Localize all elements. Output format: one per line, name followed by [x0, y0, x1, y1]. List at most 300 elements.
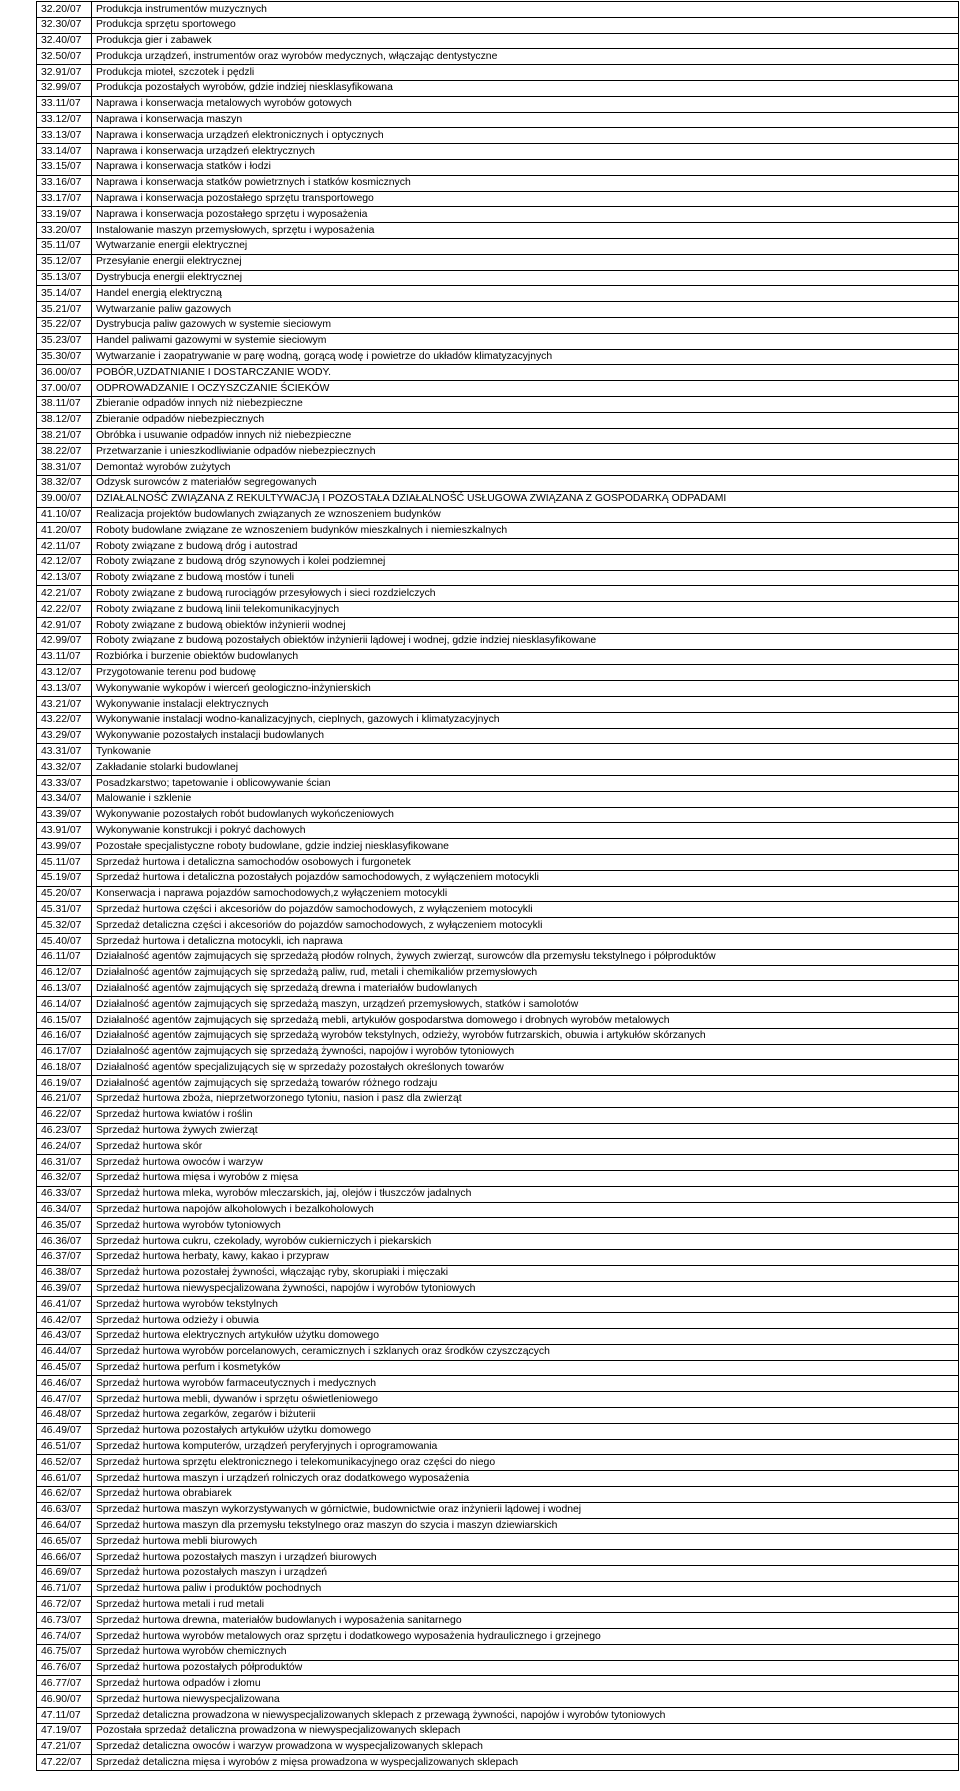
table-row — [37, 159, 959, 175]
table-row — [37, 649, 959, 665]
activity-code-cell: 38.21/07 — [37, 428, 92, 444]
activity-description-cell: Sprzedaż hurtowa maszyn wykorzystywanych w górnictwie, budownictwie oraz inżynierii lądowej i wodnej — [92, 1502, 959, 1518]
activity-description-cell: Sprzedaż hurtowa odzieży i obuwia — [92, 1313, 959, 1329]
activity-description-cell: Sprzedaż hurtowa wyrobów farmaceutycznych i medycznych — [92, 1376, 959, 1392]
table-row — [37, 665, 959, 681]
activity-code-cell: 35.30/07 — [37, 349, 92, 365]
activity-code-cell: 45.20/07 — [37, 886, 92, 902]
table-row — [37, 1565, 959, 1581]
table-row — [37, 65, 959, 81]
activity-description-cell: Produkcja gier i zabawek — [92, 33, 959, 49]
table-row — [37, 839, 959, 855]
table-row — [37, 539, 959, 555]
activity-code-cell: 47.21/07 — [37, 1739, 92, 1755]
activity-code-cell: 46.61/07 — [37, 1471, 92, 1487]
activity-description-cell: Naprawa i konserwacja statków powietrznych i statków kosmicznych — [92, 175, 959, 191]
activity-code-cell: 33.13/07 — [37, 128, 92, 144]
table-row — [37, 2, 959, 18]
table-row — [37, 554, 959, 570]
activity-code-cell: 38.22/07 — [37, 444, 92, 460]
table-row — [37, 1392, 959, 1408]
activity-description-cell: Wykonywanie wykopów i wierceń geologiczno-inżynierskich — [92, 681, 959, 697]
activity-description-cell: Wykonywanie instalacji wodno-kanalizacyjnych, cieplnych, gazowych i klimatyzacyjnych — [92, 712, 959, 728]
table-row — [37, 207, 959, 223]
table-row — [37, 760, 959, 776]
activity-code-cell: 46.34/07 — [37, 1202, 92, 1218]
table-row — [37, 1629, 959, 1645]
activity-code-cell: 35.21/07 — [37, 302, 92, 318]
table-row — [37, 570, 959, 586]
table-row — [37, 191, 959, 207]
activity-description-cell: Sprzedaż hurtowa sprzętu elektronicznego i telekomunikacyjnego oraz części do niego — [92, 1455, 959, 1471]
table-row — [37, 1423, 959, 1439]
table-row — [37, 33, 959, 49]
activity-code-cell: 46.77/07 — [37, 1676, 92, 1692]
activity-code-cell: 43.39/07 — [37, 807, 92, 823]
table-row — [37, 523, 959, 539]
table-row — [37, 633, 959, 649]
activity-description-cell: Roboty związane z budową rurociągów przesyłowych i sieci rozdzielczych — [92, 586, 959, 602]
activity-code-cell: 43.34/07 — [37, 791, 92, 807]
activity-description-cell: Sprzedaż hurtowa herbaty, kawy, kakao i przypraw — [92, 1249, 959, 1265]
activity-code-cell: 32.30/07 — [37, 17, 92, 33]
activity-code-cell: 46.39/07 — [37, 1281, 92, 1297]
activity-code-cell: 45.40/07 — [37, 934, 92, 950]
activity-description-cell: Sprzedaż detaliczna prowadzona w niewyspecjalizowanych sklepach z przewagą żywności, napojów i wyrobów tytoniowych — [92, 1708, 959, 1724]
activity-description-cell: DZIAŁALNOŚĆ ZWIĄZANA Z REKULTYWACJĄ I POZOSTAŁA DZIAŁALNOŚĆ USŁUGOWA ZWIĄZANA Z GOSPODARKĄ ODPADAMI — [92, 491, 959, 507]
activity-code-cell: 46.43/07 — [37, 1328, 92, 1344]
activity-description-cell: Posadzkarstwo; tapetowanie i oblicowywanie ścian — [92, 776, 959, 792]
activity-code-cell: 46.74/07 — [37, 1629, 92, 1645]
activity-description-cell: Działalność agentów zajmujących się sprzedażą mebli, artykułów gospodarstwa domowego i drobnych wyrobów metalowych — [92, 1013, 959, 1029]
activity-description-cell: Działalność agentów zajmujących się sprzedażą żywności, napojów i wyrobów tytoniowych — [92, 1044, 959, 1060]
table-row — [37, 902, 959, 918]
activity-code-cell: 42.99/07 — [37, 633, 92, 649]
table-row — [37, 1013, 959, 1029]
activity-description-cell: Sprzedaż hurtowa i detaliczna pozostałych pojazdów samochodowych, z wyłączeniem motocykli — [92, 870, 959, 886]
activity-description-cell: Naprawa i konserwacja statków i łodzi — [92, 159, 959, 175]
activity-description-cell: Sprzedaż hurtowa mleka, wyrobów mleczarskich, jaj, olejów i tłuszczów jadalnych — [92, 1186, 959, 1202]
activity-code-cell: 46.37/07 — [37, 1249, 92, 1265]
table-row — [37, 49, 959, 65]
activity-code-cell: 46.69/07 — [37, 1565, 92, 1581]
table-row — [37, 712, 959, 728]
activity-code-cell: 38.11/07 — [37, 396, 92, 412]
activity-code-cell: 35.13/07 — [37, 270, 92, 286]
activity-code-cell: 38.12/07 — [37, 412, 92, 428]
table-row — [37, 128, 959, 144]
table-row — [37, 412, 959, 428]
table-row — [37, 254, 959, 270]
table-row — [37, 1723, 959, 1739]
activity-description-cell: Działalność agentów zajmujących się sprzedażą wyrobów tekstylnych, odzieży, wyrobów futrzarskich, obuwia i artykułów skórzanych — [92, 1028, 959, 1044]
activity-description-cell: Roboty związane z budową dróg i autostrad — [92, 539, 959, 555]
table-row — [37, 144, 959, 160]
activity-description-cell: Sprzedaż hurtowa mięsa i wyrobów z mięsa — [92, 1170, 959, 1186]
activity-code-cell: 46.41/07 — [37, 1297, 92, 1313]
activity-description-cell: Dystrybucja energii elektrycznej — [92, 270, 959, 286]
table-row — [37, 1486, 959, 1502]
table-row — [37, 349, 959, 365]
activity-description-cell: Sprzedaż hurtowa pozostałych maszyn i urządzeń — [92, 1565, 959, 1581]
table-body — [37, 2, 959, 1771]
activity-description-cell: Konserwacja i naprawa pojazdów samochodowych,z wyłączeniem motocykli — [92, 886, 959, 902]
activity-code-cell: 46.31/07 — [37, 1155, 92, 1171]
table-row — [37, 997, 959, 1013]
activity-code-cell: 35.14/07 — [37, 286, 92, 302]
activity-code-cell: 45.32/07 — [37, 918, 92, 934]
table-row — [37, 965, 959, 981]
activity-code-cell: 46.42/07 — [37, 1313, 92, 1329]
activity-description-cell: Roboty związane z budową mostów i tuneli — [92, 570, 959, 586]
activity-description-cell: Zakładanie stolarki budowlanej — [92, 760, 959, 776]
table-row — [37, 1708, 959, 1724]
table-row — [37, 728, 959, 744]
activity-code-cell: 46.52/07 — [37, 1455, 92, 1471]
activity-code-cell: 32.40/07 — [37, 33, 92, 49]
table-row — [37, 1155, 959, 1171]
activity-description-cell: Roboty związane z budową dróg szynowych i kolei podziemnej — [92, 554, 959, 570]
activity-code-cell: 43.13/07 — [37, 681, 92, 697]
activity-description-cell: ODPROWADZANIE I OCZYSZCZANIE ŚCIEKÓW — [92, 381, 959, 397]
activity-description-cell: Sprzedaż hurtowa obrabiarek — [92, 1486, 959, 1502]
table-row — [37, 1597, 959, 1613]
activity-description-cell: Wykonywanie instalacji elektrycznych — [92, 697, 959, 713]
activity-code-cell: 46.14/07 — [37, 997, 92, 1013]
activity-code-cell: 46.36/07 — [37, 1234, 92, 1250]
table-row — [37, 681, 959, 697]
activity-description-cell: Naprawa i konserwacja urządzeń elektrycznych — [92, 144, 959, 160]
activity-description-cell: Produkcja sprzętu sportowego — [92, 17, 959, 33]
activity-description-cell: Działalność agentów zajmujących się sprzedażą drewna i materiałów budowlanych — [92, 981, 959, 997]
activity-description-cell: Sprzedaż detaliczna owoców i warzyw prowadzona w wyspecjalizowanych sklepach — [92, 1739, 959, 1755]
table-row — [37, 381, 959, 397]
activity-description-cell: Malowanie i szklenie — [92, 791, 959, 807]
activity-code-cell: 46.48/07 — [37, 1407, 92, 1423]
activity-code-cell: 46.63/07 — [37, 1502, 92, 1518]
activity-code-table — [36, 1, 959, 1771]
activity-description-cell: Sprzedaż hurtowa komputerów, urządzeń peryferyjnych i oprogramowania — [92, 1439, 959, 1455]
activity-code-cell: 33.17/07 — [37, 191, 92, 207]
activity-description-cell: Wykonywanie pozostałych instalacji budowlanych — [92, 728, 959, 744]
activity-code-cell: 43.21/07 — [37, 697, 92, 713]
activity-code-cell: 33.12/07 — [37, 112, 92, 128]
activity-code-cell: 33.15/07 — [37, 159, 92, 175]
activity-code-cell: 46.90/07 — [37, 1692, 92, 1708]
activity-description-cell: Sprzedaż hurtowa metali i rud metali — [92, 1597, 959, 1613]
activity-code-cell: 33.11/07 — [37, 96, 92, 112]
activity-code-cell: 42.12/07 — [37, 554, 92, 570]
activity-description-cell: Naprawa i konserwacja pozostałego sprzętu i wyposażenia — [92, 207, 959, 223]
activity-description-cell: Sprzedaż hurtowa paliw i produktów pochodnych — [92, 1581, 959, 1597]
activity-description-cell: Przetwarzanie i unieszkodliwianie odpadów niebezpiecznych — [92, 444, 959, 460]
activity-description-cell: POBÓR,UZDATNIANIE I DOSTARCZANIE WODY. — [92, 365, 959, 381]
table-row — [37, 776, 959, 792]
table-row — [37, 238, 959, 254]
document-page — [36, 1, 956, 1771]
table-row — [37, 270, 959, 286]
table-row — [37, 1028, 959, 1044]
activity-code-cell: 46.12/07 — [37, 965, 92, 981]
activity-description-cell: Sprzedaż hurtowa odpadów i złomu — [92, 1676, 959, 1692]
activity-description-cell: Sprzedaż hurtowa zegarków, zegarów i biżuterii — [92, 1407, 959, 1423]
activity-description-cell: Sprzedaż hurtowa wyrobów porcelanowych, ceramicznych i szklanych oraz środków czyszczących — [92, 1344, 959, 1360]
table-row — [37, 1739, 959, 1755]
activity-code-cell: 37.00/07 — [37, 381, 92, 397]
activity-code-cell: 46.47/07 — [37, 1392, 92, 1408]
activity-description-cell: Roboty budowlane związane ze wznoszeniem budynków mieszkalnych i niemieszkalnych — [92, 523, 959, 539]
table-row — [37, 934, 959, 950]
table-row — [37, 396, 959, 412]
activity-description-cell: Sprzedaż hurtowa perfum i kosmetyków — [92, 1360, 959, 1376]
table-row — [37, 791, 959, 807]
activity-code-cell: 42.11/07 — [37, 539, 92, 555]
activity-code-cell: 46.22/07 — [37, 1107, 92, 1123]
activity-code-cell: 32.99/07 — [37, 80, 92, 96]
activity-description-cell: Zbieranie odpadów niebezpiecznych — [92, 412, 959, 428]
activity-description-cell: Sprzedaż hurtowa napojów alkoholowych i bezalkoholowych — [92, 1202, 959, 1218]
table-row — [37, 918, 959, 934]
activity-description-cell: Pozostała sprzedaż detaliczna prowadzona w niewyspecjalizowanych sklepach — [92, 1723, 959, 1739]
activity-description-cell: Instalowanie maszyn przemysłowych, sprzętu i wyposażenia — [92, 223, 959, 239]
table-row — [37, 1644, 959, 1660]
activity-code-cell: 46.49/07 — [37, 1423, 92, 1439]
activity-description-cell: Wytwarzanie i zaopatrywanie w parę wodną, gorącą wodę i powietrze do układów klimatyzacyjnych — [92, 349, 959, 365]
activity-description-cell: Sprzedaż detaliczna mięsa i wyrobów z mięsa prowadzona w wyspecjalizowanych sklepach — [92, 1755, 959, 1771]
activity-code-cell: 47.22/07 — [37, 1755, 92, 1771]
activity-code-cell: 32.20/07 — [37, 2, 92, 18]
activity-description-cell: Obróbka i usuwanie odpadów innych niż niebezpieczne — [92, 428, 959, 444]
activity-code-cell: 46.51/07 — [37, 1439, 92, 1455]
activity-code-cell: 46.33/07 — [37, 1186, 92, 1202]
activity-description-cell: Działalność agentów zajmujących się sprzedażą płodów rolnych, żywych zwierząt, surowców dla przemysłu tekstylnego i półproduktów — [92, 949, 959, 965]
table-row — [37, 1186, 959, 1202]
activity-code-cell: 46.18/07 — [37, 1060, 92, 1076]
activity-description-cell: Produkcja mioteł, szczotek i pędzli — [92, 65, 959, 81]
table-row — [37, 1692, 959, 1708]
table-row — [37, 1613, 959, 1629]
activity-code-cell: 46.46/07 — [37, 1376, 92, 1392]
activity-code-cell: 42.22/07 — [37, 602, 92, 618]
activity-description-cell: Sprzedaż hurtowa mebli biurowych — [92, 1534, 959, 1550]
table-row — [37, 1313, 959, 1329]
activity-code-cell: 46.73/07 — [37, 1613, 92, 1629]
activity-description-cell: Sprzedaż hurtowa wyrobów tekstylnych — [92, 1297, 959, 1313]
table-row — [37, 80, 959, 96]
table-row — [37, 460, 959, 476]
table-row — [37, 1076, 959, 1092]
activity-code-cell: 46.65/07 — [37, 1534, 92, 1550]
activity-description-cell: Sprzedaż hurtowa wyrobów tytoniowych — [92, 1218, 959, 1234]
table-row — [37, 807, 959, 823]
table-row — [37, 223, 959, 239]
activity-description-cell: Działalność agentów zajmujących się sprzedażą maszyn, urządzeń przemysłowych, statków i samolotów — [92, 997, 959, 1013]
activity-code-cell: 33.19/07 — [37, 207, 92, 223]
table-row — [37, 1534, 959, 1550]
table-row — [37, 602, 959, 618]
activity-description-cell: Wytwarzanie energii elektrycznej — [92, 238, 959, 254]
activity-description-cell: Wykonywanie konstrukcji i pokryć dachowych — [92, 823, 959, 839]
activity-description-cell: Sprzedaż detaliczna części i akcesoriów do pojazdów samochodowych, z wyłączeniem motocykli — [92, 918, 959, 934]
activity-code-cell: 38.31/07 — [37, 460, 92, 476]
table-row — [37, 302, 959, 318]
activity-code-cell: 46.66/07 — [37, 1550, 92, 1566]
activity-code-cell: 43.31/07 — [37, 744, 92, 760]
activity-description-cell: Sprzedaż hurtowa niewyspecjalizowana żywności, napojów i wyrobów tytoniowych — [92, 1281, 959, 1297]
activity-description-cell: Produkcja instrumentów muzycznych — [92, 2, 959, 18]
activity-description-cell: Sprzedaż hurtowa owoców i warzyw — [92, 1155, 959, 1171]
activity-code-cell: 41.10/07 — [37, 507, 92, 523]
activity-description-cell: Sprzedaż hurtowa drewna, materiałów budowlanych i wyposażenia sanitarnego — [92, 1613, 959, 1629]
table-row — [37, 1234, 959, 1250]
activity-code-cell: 46.11/07 — [37, 949, 92, 965]
activity-description-cell: Dystrybucja paliw gazowych w systemie sieciowym — [92, 317, 959, 333]
table-row — [37, 1202, 959, 1218]
activity-code-cell: 32.91/07 — [37, 65, 92, 81]
activity-code-cell: 35.23/07 — [37, 333, 92, 349]
activity-description-cell: Naprawa i konserwacja pozostałego sprzętu transportowego — [92, 191, 959, 207]
activity-code-cell: 46.64/07 — [37, 1518, 92, 1534]
activity-code-cell: 42.21/07 — [37, 586, 92, 602]
activity-description-cell: Sprzedaż hurtowa wyrobów metalowych oraz sprzętu i dodatkowego wyposażenia hydraulicznego i grzejnego — [92, 1629, 959, 1645]
table-row — [37, 1281, 959, 1297]
activity-code-cell: 42.13/07 — [37, 570, 92, 586]
table-row — [37, 1407, 959, 1423]
table-row — [37, 981, 959, 997]
activity-code-cell: 46.17/07 — [37, 1044, 92, 1060]
activity-description-cell: Roboty związane z budową linii telekomunikacyjnych — [92, 602, 959, 618]
activity-code-cell: 47.11/07 — [37, 1708, 92, 1724]
activity-code-cell: 46.71/07 — [37, 1581, 92, 1597]
table-row — [37, 1044, 959, 1060]
activity-code-cell: 39.00/07 — [37, 491, 92, 507]
table-row — [37, 428, 959, 444]
table-row — [37, 1455, 959, 1471]
activity-description-cell: Sprzedaż hurtowa żywych zwierząt — [92, 1123, 959, 1139]
activity-code-cell: 43.99/07 — [37, 839, 92, 855]
table-row — [37, 1376, 959, 1392]
table-row — [37, 1660, 959, 1676]
table-row — [37, 1139, 959, 1155]
activity-code-cell: 43.32/07 — [37, 760, 92, 776]
activity-description-cell: Sprzedaż hurtowa pozostałych artykułów użytku domowego — [92, 1423, 959, 1439]
table-row — [37, 949, 959, 965]
activity-description-cell: Przygotowanie terenu pod budowę — [92, 665, 959, 681]
activity-code-cell: 33.20/07 — [37, 223, 92, 239]
table-row — [37, 507, 959, 523]
table-row — [37, 365, 959, 381]
table-row — [37, 1091, 959, 1107]
activity-code-cell: 46.75/07 — [37, 1644, 92, 1660]
activity-code-cell: 47.19/07 — [37, 1723, 92, 1739]
table-row — [37, 697, 959, 713]
activity-code-cell: 36.00/07 — [37, 365, 92, 381]
activity-code-cell: 43.29/07 — [37, 728, 92, 744]
table-row — [37, 1218, 959, 1234]
table-row — [37, 1518, 959, 1534]
table-row — [37, 1328, 959, 1344]
table-row — [37, 317, 959, 333]
activity-code-cell: 42.91/07 — [37, 618, 92, 634]
activity-description-cell: Sprzedaż hurtowa maszyn dla przemysłu tekstylnego oraz maszyn do szycia i maszyn dziewiarskich — [92, 1518, 959, 1534]
activity-description-cell: Sprzedaż hurtowa i detaliczna motocykli, ich naprawa — [92, 934, 959, 950]
activity-code-cell: 46.38/07 — [37, 1265, 92, 1281]
activity-code-cell: 35.22/07 — [37, 317, 92, 333]
table-row — [37, 1123, 959, 1139]
table-row — [37, 491, 959, 507]
activity-code-cell: 46.62/07 — [37, 1486, 92, 1502]
activity-description-cell: Sprzedaż hurtowa pozostałych maszyn i urządzeń biurowych — [92, 1550, 959, 1566]
activity-code-cell: 32.50/07 — [37, 49, 92, 65]
activity-description-cell: Demontaż wyrobów zużytych — [92, 460, 959, 476]
activity-description-cell: Produkcja pozostałych wyrobów, gdzie indziej niesklasyfikowana — [92, 80, 959, 96]
table-row — [37, 1297, 959, 1313]
activity-code-cell: 46.21/07 — [37, 1091, 92, 1107]
activity-description-cell: Naprawa i konserwacja metalowych wyrobów gotowych — [92, 96, 959, 112]
activity-description-cell: Sprzedaż hurtowa kwiatów i roślin — [92, 1107, 959, 1123]
activity-description-cell: Sprzedaż hurtowa pozostałych półproduktów — [92, 1660, 959, 1676]
activity-code-cell: 33.14/07 — [37, 144, 92, 160]
table-row — [37, 1344, 959, 1360]
table-row — [37, 96, 959, 112]
activity-description-cell: Wykonywanie pozostałych robót budowlanych wykończeniowych — [92, 807, 959, 823]
table-row — [37, 1170, 959, 1186]
table-row — [37, 586, 959, 602]
table-row — [37, 1439, 959, 1455]
table-row — [37, 1471, 959, 1487]
activity-code-cell: 43.11/07 — [37, 649, 92, 665]
activity-code-cell: 46.45/07 — [37, 1360, 92, 1376]
activity-description-cell: Sprzedaż hurtowa elektrycznych artykułów użytku domowego — [92, 1328, 959, 1344]
activity-code-cell: 46.44/07 — [37, 1344, 92, 1360]
activity-code-cell: 43.12/07 — [37, 665, 92, 681]
activity-description-cell: Działalność agentów specjalizujących się w sprzedaży pozostałych określonych towarów — [92, 1060, 959, 1076]
table-row — [37, 1550, 959, 1566]
activity-description-cell: Sprzedaż hurtowa zboża, nieprzetworzonego tytoniu, nasion i pasz dla zwierząt — [92, 1091, 959, 1107]
table-row — [37, 175, 959, 191]
activity-description-cell: Sprzedaż hurtowa mebli, dywanów i sprzętu oświetleniowego — [92, 1392, 959, 1408]
activity-code-cell: 46.15/07 — [37, 1013, 92, 1029]
activity-description-cell: Przesyłanie energii elektrycznej — [92, 254, 959, 270]
table-row — [37, 744, 959, 760]
table-row — [37, 1107, 959, 1123]
activity-description-cell: Naprawa i konserwacja urządzeń elektronicznych i optycznych — [92, 128, 959, 144]
activity-description-cell: Produkcja urządzeń, instrumentów oraz wyrobów medycznych, włączając dentystyczne — [92, 49, 959, 65]
table-row — [37, 1360, 959, 1376]
activity-code-cell: 43.22/07 — [37, 712, 92, 728]
activity-description-cell: Sprzedaż hurtowa skór — [92, 1139, 959, 1155]
activity-description-cell: Sprzedaż hurtowa maszyn i urządzeń rolniczych oraz dodatkowego wyposażenia — [92, 1471, 959, 1487]
activity-code-cell: 45.11/07 — [37, 855, 92, 871]
table-row — [37, 886, 959, 902]
activity-description-cell: Zbieranie odpadów innych niż niebezpieczne — [92, 396, 959, 412]
activity-code-cell: 41.20/07 — [37, 523, 92, 539]
table-row — [37, 1249, 959, 1265]
activity-description-cell: Sprzedaż hurtowa pozostałej żywności, włączając ryby, skorupiaki i mięczaki — [92, 1265, 959, 1281]
activity-description-cell: Roboty związane z budową pozostałych obiektów inżynierii lądowej i wodnej, gdzie indziej niesklasyfikowane — [92, 633, 959, 649]
activity-description-cell: Realizacja projektów budowlanych związanych ze wznoszeniem budynków — [92, 507, 959, 523]
table-row — [37, 1265, 959, 1281]
activity-code-cell: 45.31/07 — [37, 902, 92, 918]
table-row — [37, 286, 959, 302]
table-row — [37, 618, 959, 634]
table-row — [37, 1502, 959, 1518]
activity-code-cell: 46.16/07 — [37, 1028, 92, 1044]
activity-description-cell: Tynkowanie — [92, 744, 959, 760]
table-row — [37, 112, 959, 128]
activity-description-cell: Sprzedaż hurtowa i detaliczna samochodów osobowych i furgonetek — [92, 855, 959, 871]
activity-description-cell: Sprzedaż hurtowa niewyspecjalizowana — [92, 1692, 959, 1708]
